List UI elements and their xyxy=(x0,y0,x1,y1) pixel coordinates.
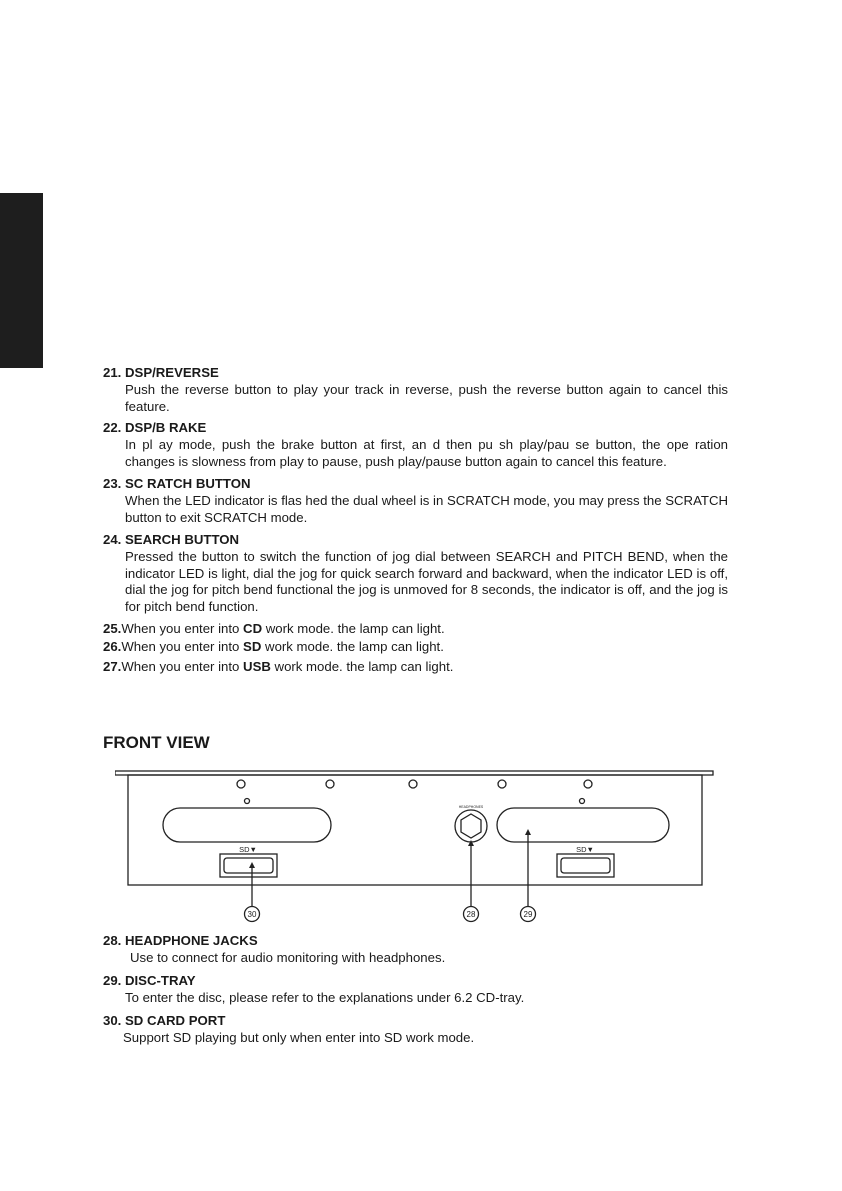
lamp-line-sd xyxy=(103,639,444,656)
item-body: In pl ay mode, push the brake button at first, an d then pu sh play/pau se button, the ope ration changes is slowness from play to pause, push play/pause button again to cancel this feature. xyxy=(125,436,728,469)
item-sd-card-port xyxy=(103,1013,728,1047)
item-title: 22. DSP/B RAKE xyxy=(103,420,207,435)
item-title: 23. SC RATCH BUTTON xyxy=(103,476,251,491)
item-search-button xyxy=(103,532,728,616)
callout-label-28: 28 xyxy=(466,910,476,919)
item-title: 29. DISC-TRAY xyxy=(103,973,196,988)
line-number: 25. xyxy=(103,621,122,636)
front-panel-diagram xyxy=(115,768,715,928)
callout-label-29: 29 xyxy=(523,910,533,919)
line-mode: USB xyxy=(243,659,271,674)
item-title: 24. SEARCH BUTTON xyxy=(103,532,240,547)
item-title: 30. SD CARD PORT xyxy=(103,1013,226,1028)
line-text: When you enter into xyxy=(121,639,244,654)
lamp-line-usb xyxy=(103,659,453,676)
lamp-indicator xyxy=(237,780,245,788)
line-text: work mode. the lamp can light. xyxy=(270,659,454,674)
panel-body xyxy=(128,775,702,885)
item-dsp-brake xyxy=(103,420,728,470)
line-text: When you enter into xyxy=(121,659,244,674)
tray-led xyxy=(245,799,250,804)
callout-label-30: 30 xyxy=(247,910,257,919)
item-disc-tray xyxy=(103,973,728,1007)
item-headphone-jacks xyxy=(103,933,728,967)
item-dsp-reverse xyxy=(103,365,728,415)
arrow-head xyxy=(468,840,474,846)
headphone-jack xyxy=(455,810,487,842)
item-title: 28. HEADPHONE JACKS xyxy=(103,933,258,948)
disc-tray-left xyxy=(163,808,331,842)
line-text: work mode. the lamp can light. xyxy=(261,639,444,654)
line-mode: SD xyxy=(243,639,262,654)
headphone-jack-inner xyxy=(461,814,481,838)
line-text: When you enter into xyxy=(121,621,244,636)
item-title: 21. DSP/REVERSE xyxy=(103,365,219,380)
item-body: Push the reverse button to play your track in reverse, push the reverse button again to cancel this feature. xyxy=(125,381,728,414)
line-text: work mode. the lamp can light. xyxy=(262,621,445,636)
item-body: When the LED indicator is flas hed the dual wheel is in SCRATCH mode, you may press the SCRATCH button to exit SCRATCH mode. xyxy=(125,492,728,525)
tray-led xyxy=(580,799,585,804)
sd-label-left: SD▼ xyxy=(239,845,257,854)
lamp-line-cd xyxy=(103,621,445,638)
lamp-indicator xyxy=(326,780,334,788)
sd-slot-right xyxy=(561,858,610,873)
sd-label-right: SD▼ xyxy=(576,845,594,854)
item-body: To enter the disc, please refer to the explanations under 6.2 CD-tray. xyxy=(125,989,525,1005)
item-body: Use to connect for audio monitoring with headphones. xyxy=(130,949,446,965)
arrow-head xyxy=(249,862,255,868)
disc-tray-right xyxy=(497,808,669,842)
line-mode: CD xyxy=(243,621,263,636)
item-scratch-button xyxy=(103,476,728,526)
line-number: 26. xyxy=(103,639,122,654)
lamp-indicator xyxy=(498,780,506,788)
item-body: Support SD playing but only when enter into SD work mode. xyxy=(123,1029,475,1045)
lamp-indicator xyxy=(584,780,592,788)
headphones-label: HEADPHONES xyxy=(458,805,484,809)
sd-slot-left xyxy=(224,858,273,873)
item-body: Pressed the button to switch the function of jog dial between SEARCH and PITCH BEND, when the indicator LED is light, dial the jog for quick search forward and backward, when the indicator LED is off, dial the jog for pitch bend functional the jog is unmoved for 8 seconds, the indicator is off, and the jog is for pitch bend function. xyxy=(125,548,728,615)
arrow-head xyxy=(525,829,531,835)
front-view-title: FRONT VIEW xyxy=(103,733,210,752)
lamp-indicator xyxy=(409,780,417,788)
line-number: 27. xyxy=(103,659,122,674)
side-tab-marker xyxy=(0,193,43,368)
